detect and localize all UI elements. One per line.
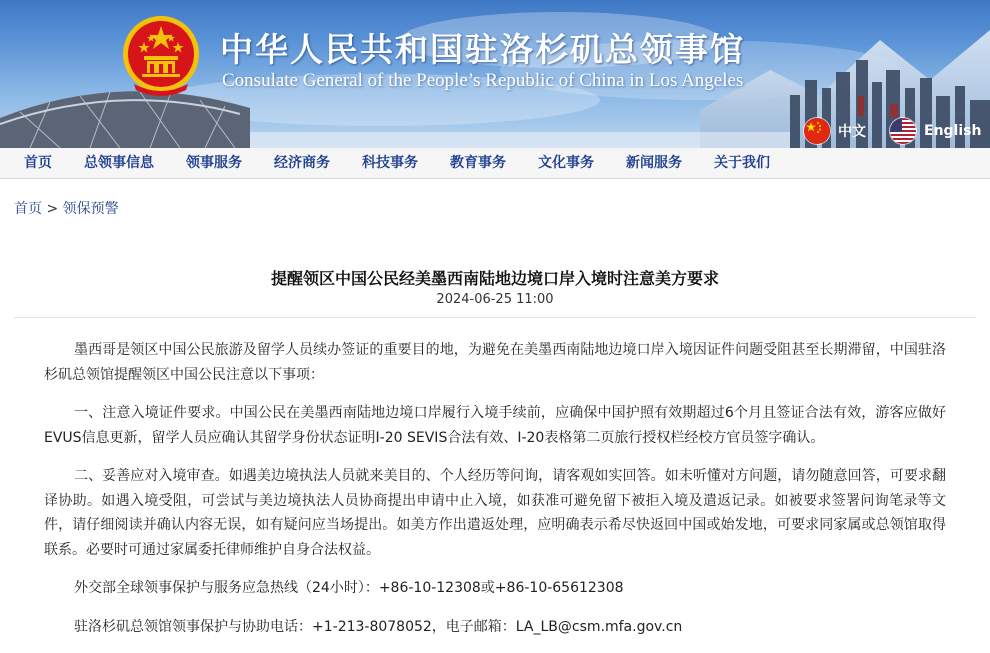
article-paragraph-inspection: 二、妥善应对入境审查。如遇美边境执法人员就来美目的、个人经历等问询，请客观如实回答。如未听懂对方问题，请勿随意回答，可要求翻译协助。如遇入境受阻，可尝试与美边境执法人员协商提出申请中止入境，如获准可避免留下被拒入境及遣返记录。如被要求签署问询笔录等文件，请仔细阅读并确认内容无误，如有疑问应当场提出。如美方作出遣返处理，应明确表示希尽快返回中国或始发地，可要求同家属或总领馆取得联系。必要时可通过家属委托律师维护自身合法权益。 bbox=[44, 468, 946, 558]
main-nav bbox=[0, 148, 990, 179]
article-date: 2024-06-25 11:00 bbox=[436, 292, 554, 307]
nav-item-about[interactable]: 关于我们 bbox=[714, 155, 770, 171]
nav-item-news[interactable]: 新闻服务 bbox=[626, 155, 682, 171]
article-contact: 驻洛杉矶总领馆领事保护与协助电话：+1-213-8078052，电子邮箱：LA_LB@csm.mfa.gov.cn bbox=[74, 618, 683, 635]
breadcrumb-home-link[interactable]: 首页 bbox=[14, 201, 42, 217]
article-hotline: 外交部全球领事保护与服务应急热线（24小时）：+86-10-12308或+86-10-65612308 bbox=[74, 580, 624, 596]
nav-item-education[interactable]: 教育事务 bbox=[450, 155, 506, 171]
usa-flag-icon bbox=[890, 118, 916, 144]
language-english-label: English bbox=[924, 123, 982, 139]
site-title-en: Consulate General of the People’s Republic of China in Los Angeles bbox=[222, 70, 744, 91]
language-english-link[interactable] bbox=[890, 118, 981, 144]
site-title-cn: 中华人民共和国驻洛杉矶总领事馆 bbox=[220, 30, 745, 69]
article-title: 提醒领区中国公民经美墨西南陆地边境口岸入境时注意美方要求 bbox=[270, 269, 719, 288]
language-chinese-link[interactable] bbox=[804, 118, 866, 144]
article-paragraph-documents: 一、注意入境证件要求。中国公民在美墨西南陆地边境口岸履行入境手续前，应确保中国护照有效期超过6个月且签证合法有效，游客应做好EVUS信息更新，留学人员应确认其留学身份状态证明I-20 SEVIS合法有效、I-20表格第二页旅行授权栏经校方官员签字确认。 bbox=[44, 405, 946, 446]
article-body bbox=[44, 338, 946, 653]
breadcrumb-current-link[interactable]: 领保预警 bbox=[62, 201, 119, 217]
breadcrumb-separator: > bbox=[46, 201, 59, 217]
nav-item-culture[interactable]: 文化事务 bbox=[538, 155, 594, 171]
header-banner bbox=[0, 0, 990, 148]
article-paragraph-intro: 墨西哥是领区中国公民旅游及留学人员续办签证的重要目的地，为避免在美墨西南陆地边境口岸入境因证件问题受阻甚至长期滞留，中国驻洛杉矶总领馆提醒领区中国公民注意以下事项： bbox=[44, 342, 946, 383]
breadcrumb bbox=[14, 198, 119, 218]
national-emblem-icon bbox=[120, 12, 202, 100]
nav-item-consul-general[interactable]: 总领事信息 bbox=[84, 155, 154, 171]
nav-item-consular-services[interactable]: 领事服务 bbox=[186, 155, 242, 171]
language-chinese-label: 中文 bbox=[838, 124, 866, 140]
china-flag-icon bbox=[804, 118, 830, 144]
nav-item-home[interactable]: 首页 bbox=[24, 155, 52, 171]
article-divider bbox=[14, 317, 976, 318]
nav-item-science-tech[interactable]: 科技事务 bbox=[362, 155, 418, 171]
nav-item-economic-commerce[interactable]: 经济商务 bbox=[274, 155, 330, 171]
